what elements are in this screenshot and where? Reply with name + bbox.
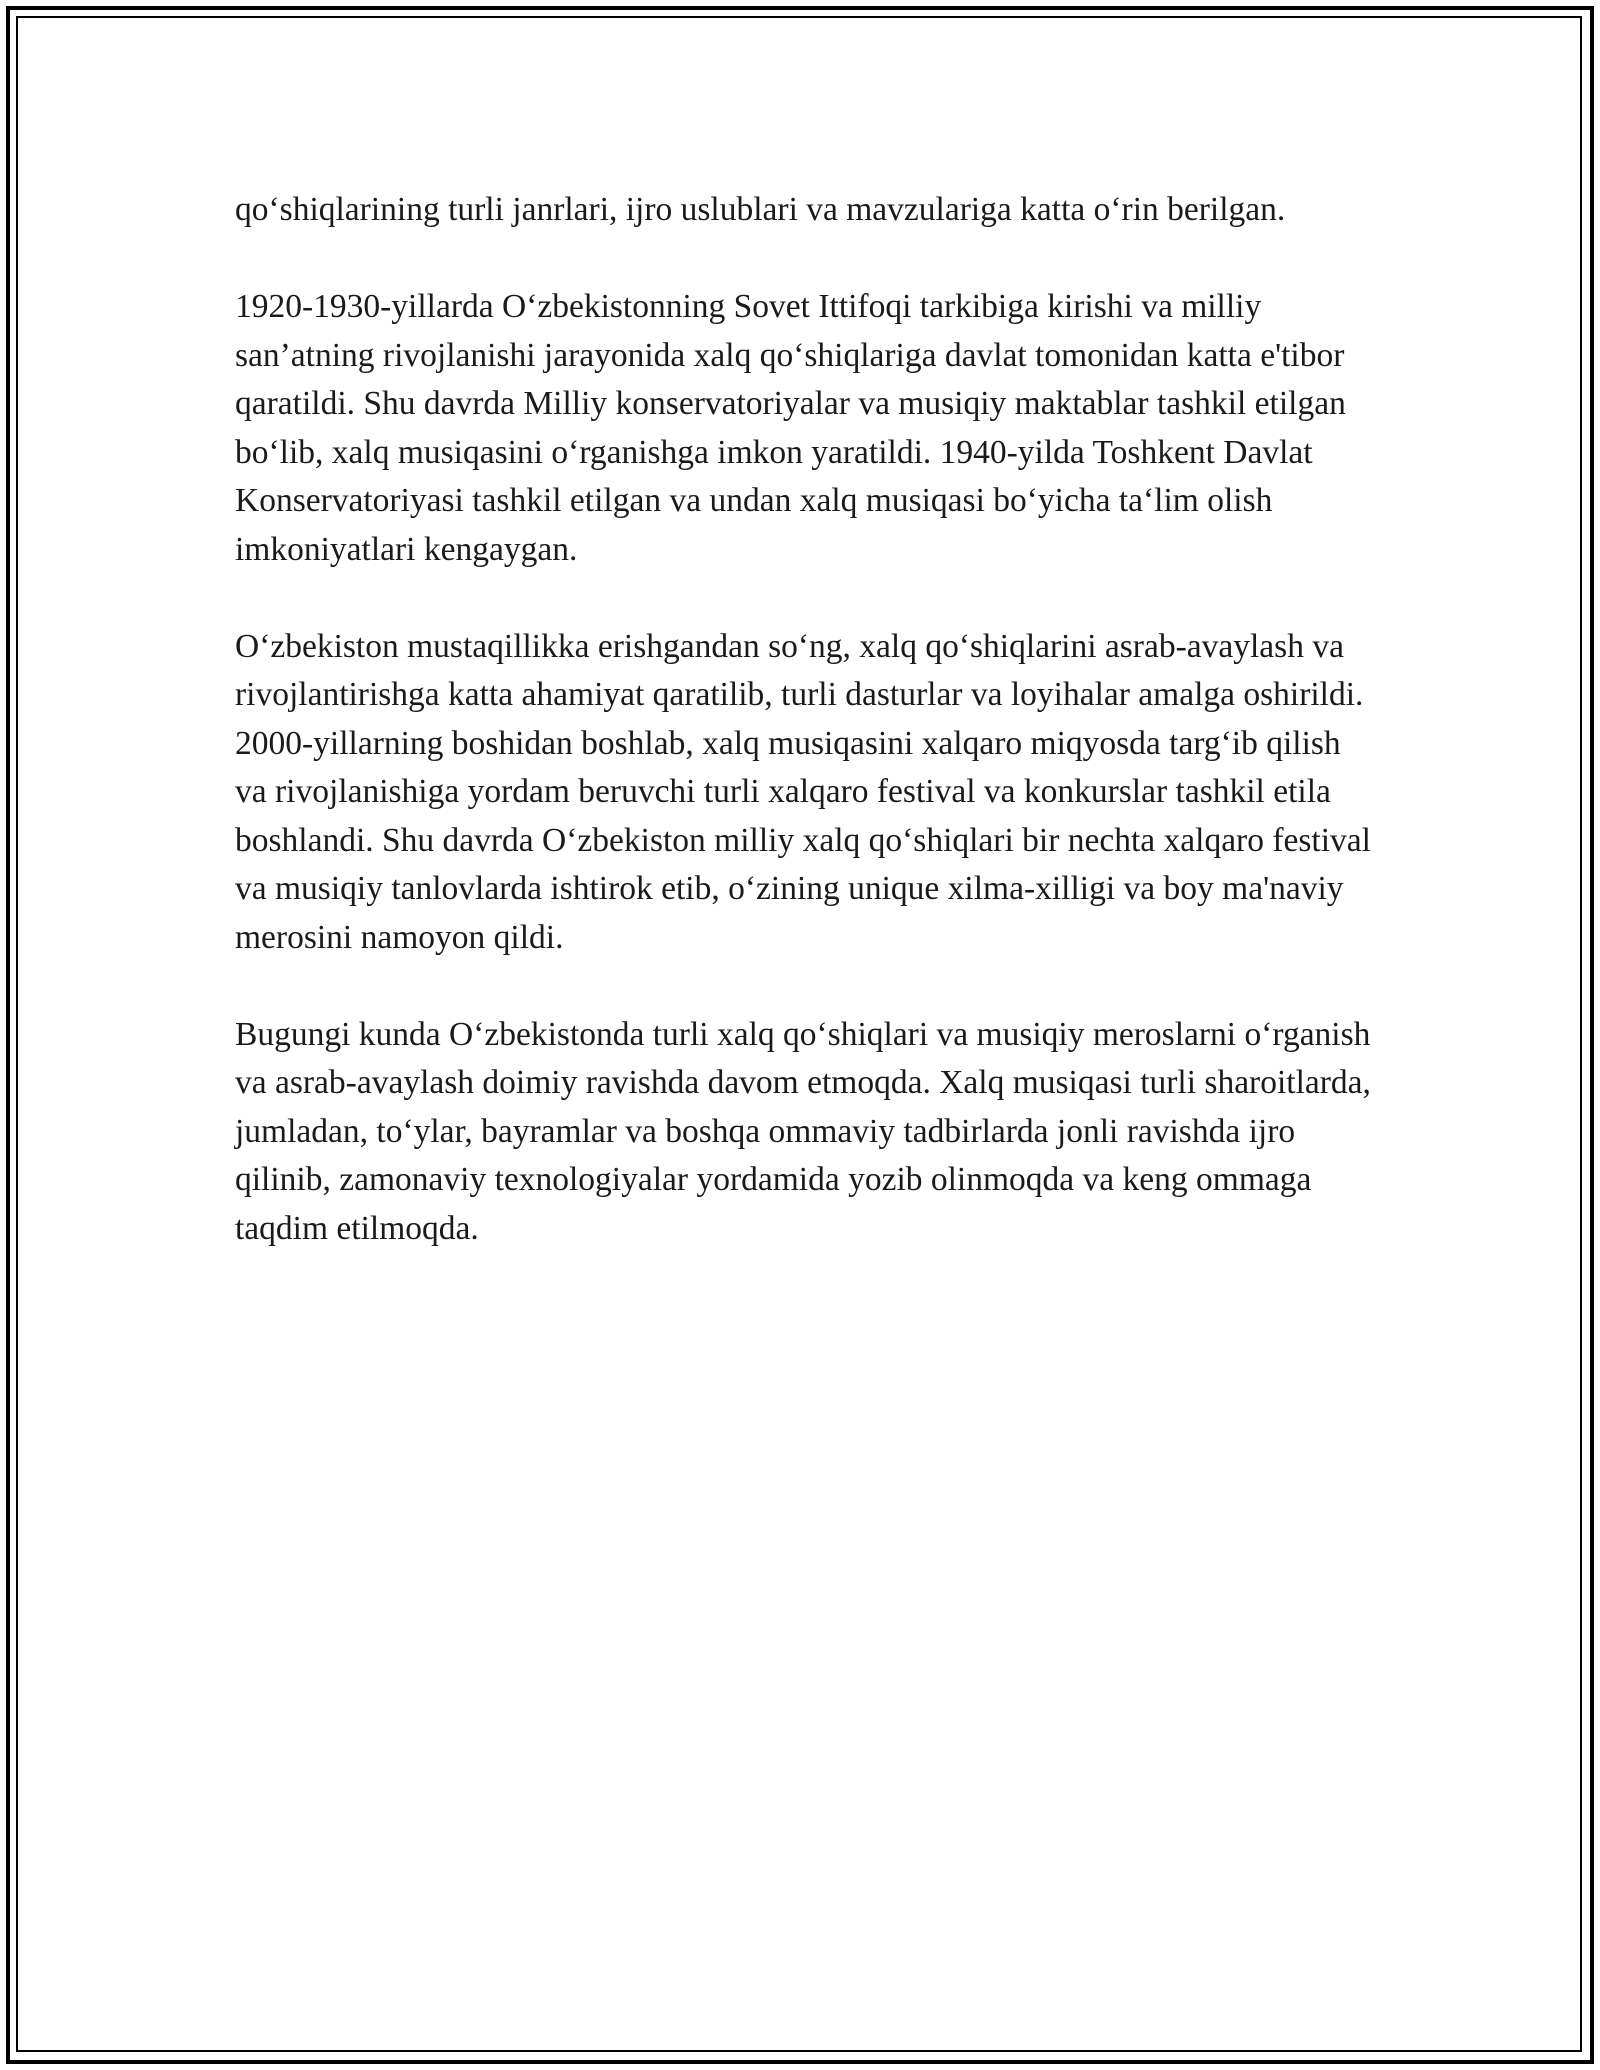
document-body	[235, 186, 1375, 1302]
paragraph-2: 1920-1930-yillarda O‘zbekistonning Sovet Ittifoqi tarkibiga kirishi va milliy san’atning rivojlanishi jarayonida xalq qo‘shiqlariga davlat tomonidan katta e'tibor qaratildi. Shu davrda Milliy konservatoriyalar va musiqiy maktablar tashkil etilgan bo‘lib, xalq musiqasini o‘rganishga imkon yaratildi. 1940-yilda Toshkent Davlat Konservatoriyasi tashkil etilgan va undan xalq musiqasi bo‘yicha ta‘lim olish imkoniyatlari kengaygan.	[235, 288, 1346, 568]
paragraph-4: Bugungi kunda O‘zbekistonda turli xalq qo‘shiqlari va musiqiy meroslarni o‘rganish va asrab-avaylash doimiy ravishda davom etmoqda. Xalq musiqasi turli sharoitlarda, jumladan, to‘ylar, bayramlar va boshqa ommaviy tadbirlarda jonli ravishda ijro qilinib, zamonaviy texnologiyalar yordamida yozib olinmoqda va keng ommaga taqdim etilmoqda.	[235, 1015, 1371, 1247]
paragraph-1: qo‘shiqlarining turli janrlari, ijro uslublari va mavzulariga katta o‘rin berilgan.	[235, 191, 1286, 228]
paragraph-3: O‘zbekiston mustaqillikka erishgandan so‘ng, xalq qo‘shiqlarini asrab-avaylash va rivojlantirishga katta ahamiyat qaratilib, turli dasturlar va loyihalar amalga oshirildi. 2000-yillarning boshidan boshlab, xalq musiqasini xalqaro miqyosda targ‘ib qilish va rivojlanishiga yordam beruvchi turli xalqaro festival va konkurslar tashkil etila boshlandi. Shu davrda O‘zbekiston milliy xalq qo‘shiqlari bir nechta xalqaro festival va musiqiy tanlovlarda ishtirok etib, o‘zining unique xilma-xilligi va boy ma'naviy merosini namoyon qildi.	[235, 627, 1371, 956]
